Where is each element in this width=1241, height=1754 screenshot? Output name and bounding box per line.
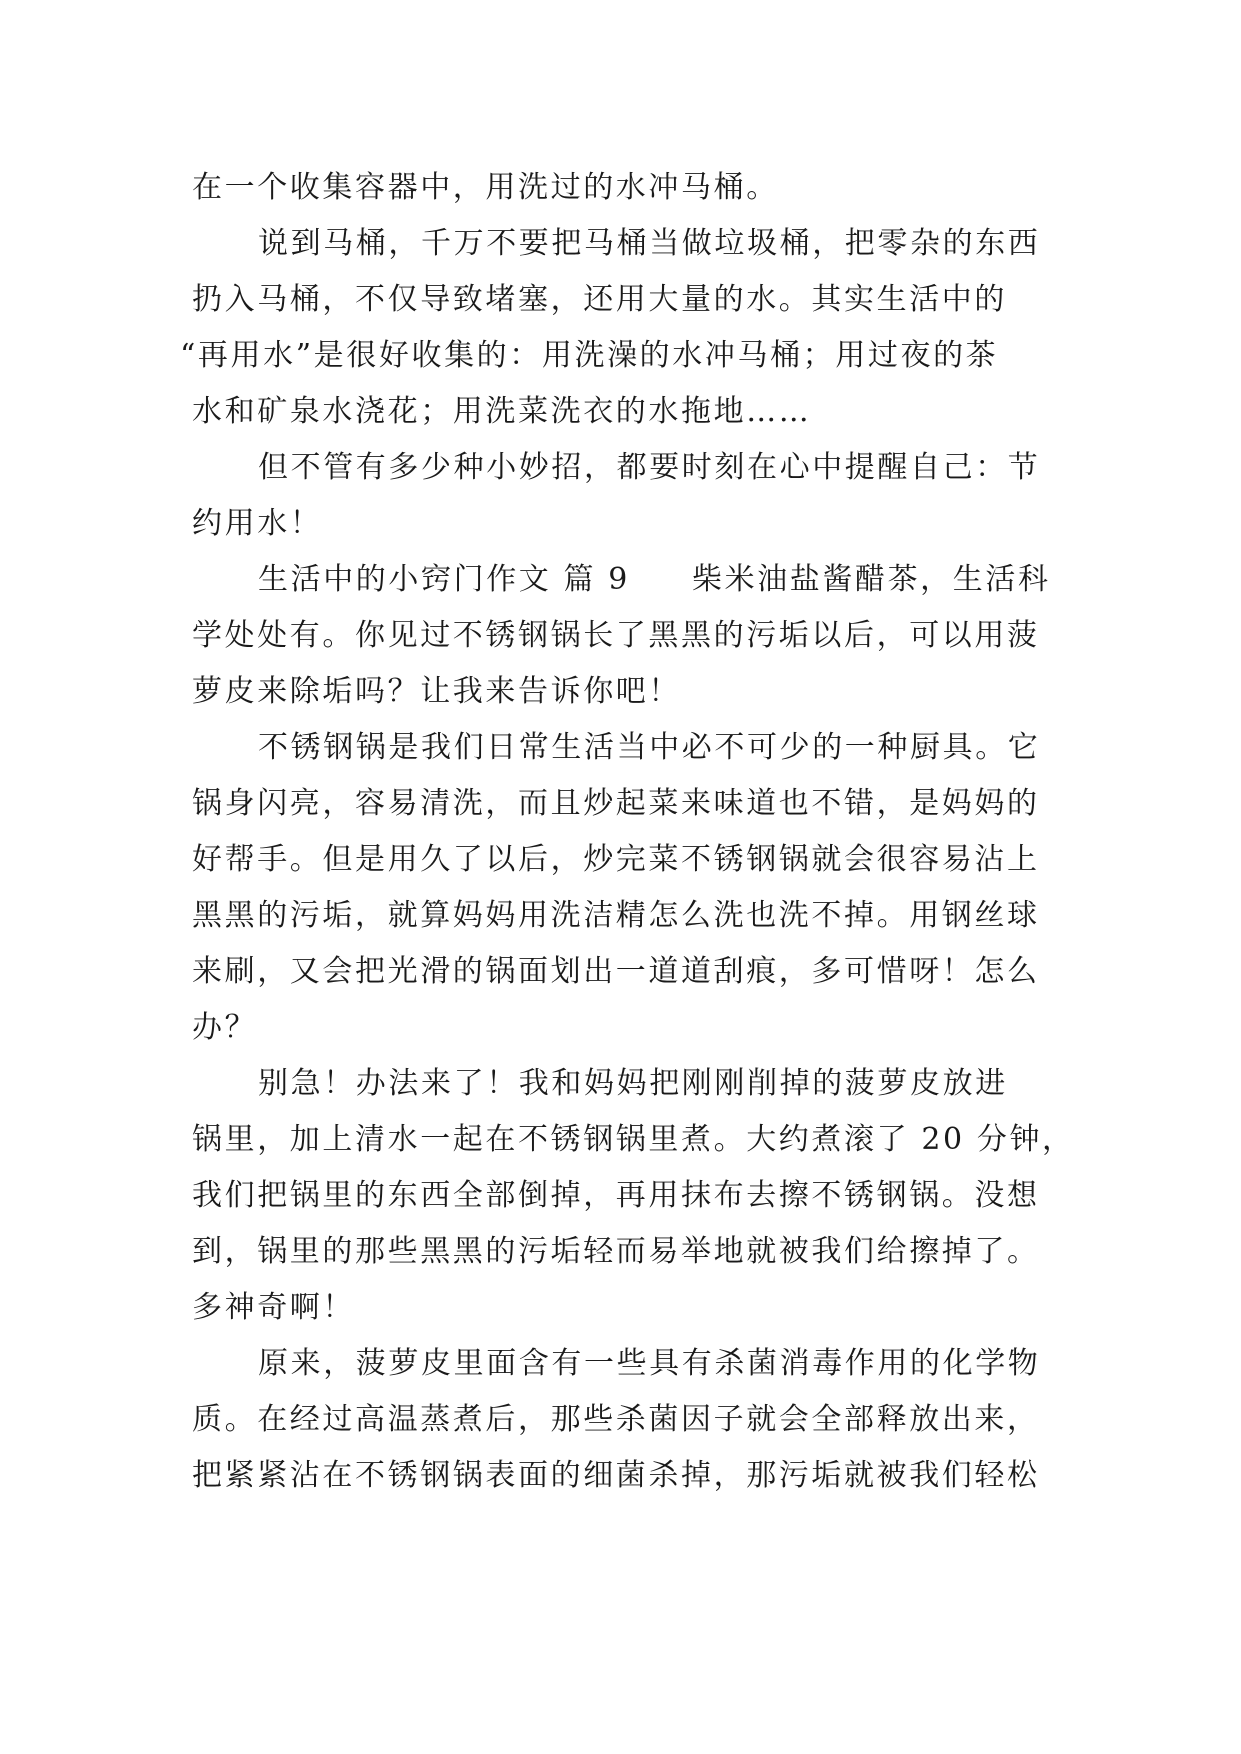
paragraph-line: 说到马桶，千万不要把马桶当做垃圾桶，把零杂的东西 [258,226,1041,261]
paragraph-line: 在一个收集容器中，用洗过的水冲马桶。 [192,170,779,205]
paragraph-line: 办？ [192,1010,258,1045]
paragraph-line: 来刷，又会把光滑的锅面划出一道道刮痕，多可惜呀！怎么 [192,954,1040,989]
paragraph-line: 扔入马桶，不仅导致堵塞，还用大量的水。其实生活中的 [192,282,1007,317]
essay-heading-line [258,552,1051,608]
paragraph-line: 把紧紧沾在不锈钢锅表面的细菌杀掉，那污垢就被我们轻松 [192,1458,1040,1493]
paragraph-line: 我们把锅里的东西全部倒掉，再用抹布去擦不锈钢锅。没想 [192,1178,1040,1213]
paragraph-line: 质。在经过高温蒸煮后，那些杀菌因子就会全部释放出来， [192,1402,1040,1437]
paragraph-line: 多神奇啊！ [192,1290,355,1325]
paragraph-line: 好帮手。但是用久了以后，炒完菜不锈钢锅就会很容易沾上 [192,842,1040,877]
paragraph-line: 原来，菠萝皮里面含有一些具有杀菌消毒作用的化学物 [258,1346,1041,1381]
paragraph-line: 黑黑的污垢，就算妈妈用洗洁精怎么洗也洗不掉。用钢丝球 [192,898,1040,933]
paragraph-line: 约用水！ [192,506,323,541]
paragraph-line: 别急！办法来了！我和妈妈把刚刚削掉的菠萝皮放进 [258,1066,1008,1101]
paragraph-line: 萝皮来除垢吗？让我来告诉你吧！ [192,674,681,709]
paragraph-line: 锅身闪亮，容易清洗，而且炒起菜来味道也不错，是妈妈的 [192,786,1040,821]
paragraph-line: 到，锅里的那些黑黑的污垢轻而易举地就被我们给擦掉了。 [192,1234,1040,1269]
paragraph-line: 不锈钢锅是我们日常生活当中必不可少的一种厨具。它 [258,730,1041,765]
paragraph-line: 学处处有。你见过不锈钢锅长了黑黑的污垢以后，可以用菠 [192,618,1040,653]
paragraph-line: 锅里，加上清水一起在不锈钢锅里煮。大约煮滚了 20 分钟， [192,1122,1075,1157]
paragraph-line: 但不管有多少种小妙招，都要时刻在心中提醒自己：节 [258,450,1041,485]
essay-heading-continuation: 柴米油盐酱醋茶，生活科 [691,562,1051,597]
paragraph-line: 水和矿泉水浇花；用洗菜洗衣的水拖地…… [192,394,812,429]
paragraph-line: “再用水”是很好收集的：用洗澡的水冲马桶；用过夜的茶 [180,338,999,373]
essay-heading-title: 生活中的小窍门作文 篇 9 [258,562,630,597]
